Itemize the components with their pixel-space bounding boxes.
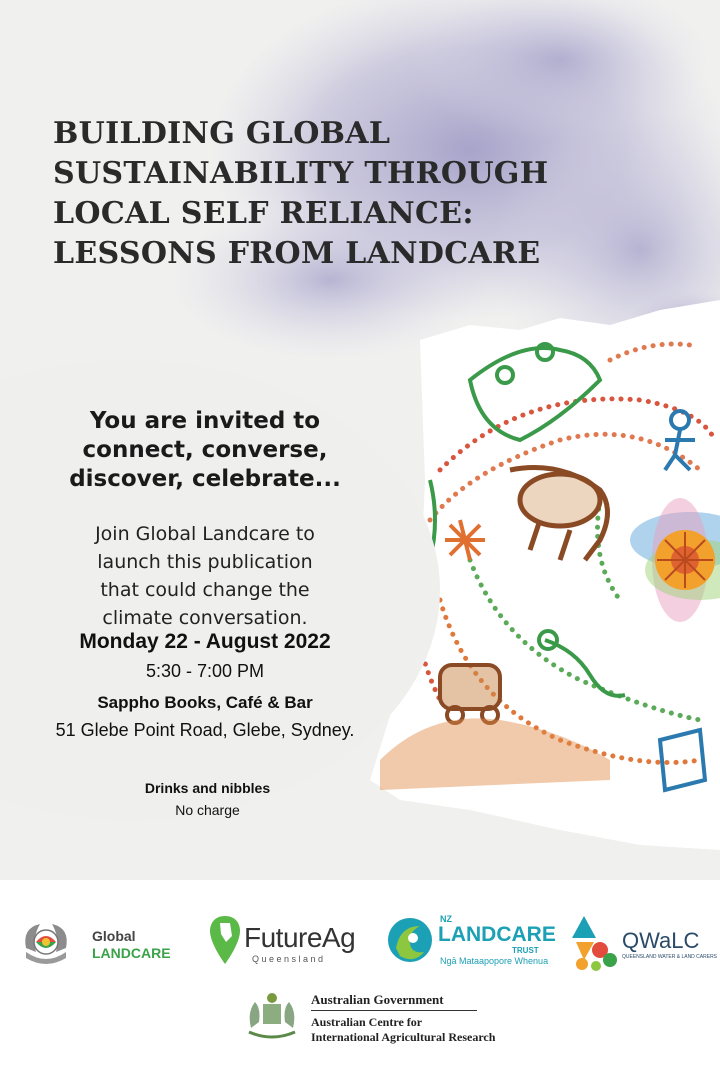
australian-government-aciar-logo xyxy=(243,988,496,1048)
event-address: 51 Glebe Point Road, Glebe, Sydney. xyxy=(55,720,355,740)
headline-line: LOCAL SELF RELIANCE: xyxy=(53,196,474,231)
nz-landcare-maori: Ngā Mataapopore Whenua xyxy=(440,956,549,966)
futureag-name: FutureAg xyxy=(244,922,356,953)
global-landcare-logo xyxy=(22,918,182,968)
headline-line: BUILDING GLOBAL xyxy=(53,116,391,151)
nz-landcare-top: NZ xyxy=(440,914,452,924)
qwalc-sub: QUEENSLAND WATER & LAND CARERS xyxy=(622,954,718,960)
invite-line: You are invited to xyxy=(89,408,321,434)
charge-note: No charge xyxy=(175,802,240,818)
qwalc-name: QWaLC xyxy=(622,928,700,953)
aciar-divider xyxy=(311,1010,477,1011)
global-landcare-word2: LANDCARE xyxy=(92,945,171,961)
invite-line: connect, converse, xyxy=(82,437,328,463)
aciar-line2: International Agricultural Research xyxy=(311,1030,496,1044)
description-line: launch this publication xyxy=(97,551,313,573)
invite-line: discover, celebrate... xyxy=(69,466,341,492)
headline-line: SUSTAINABILITY THROUGH xyxy=(53,156,549,191)
global-landcare-emblem-icon xyxy=(22,918,70,968)
event-date: Monday 22 - August 2022 xyxy=(79,630,331,653)
event-time: 5:30 - 7:00 PM xyxy=(145,661,265,681)
nz-landcare-logo xyxy=(386,914,556,970)
aciar-line1: Australian Centre for xyxy=(311,1015,423,1029)
aciar-gov: Australian Government xyxy=(311,992,444,1007)
global-landcare-word1: Global xyxy=(92,928,136,944)
futureag-logo xyxy=(208,914,368,970)
invitation-heading xyxy=(40,407,370,494)
headline-line: LESSONS FROM LANDCARE xyxy=(53,236,541,271)
sponsor-logos xyxy=(0,880,720,1078)
qwalc-logo xyxy=(570,914,718,972)
event-description xyxy=(40,520,370,632)
description-line: Join Global Landcare to xyxy=(95,523,315,545)
description-line: climate conversation. xyxy=(102,607,308,629)
wave-swirl-icon xyxy=(386,914,434,966)
event-headline xyxy=(53,114,613,274)
description-line: that could change the xyxy=(100,579,310,601)
coat-of-arms-icon xyxy=(243,988,301,1042)
event-venue: Sappho Books, Café & Bar xyxy=(97,693,313,712)
nz-landcare-trust: TRUST xyxy=(512,946,539,955)
futureag-sub: Queensland xyxy=(252,954,326,964)
drinks-note: Drinks and nibbles xyxy=(144,780,271,796)
nz-landcare-name: LANDCARE xyxy=(438,923,556,946)
location-pin-icon xyxy=(208,914,242,966)
qwalc-emblem-icon xyxy=(570,914,620,972)
